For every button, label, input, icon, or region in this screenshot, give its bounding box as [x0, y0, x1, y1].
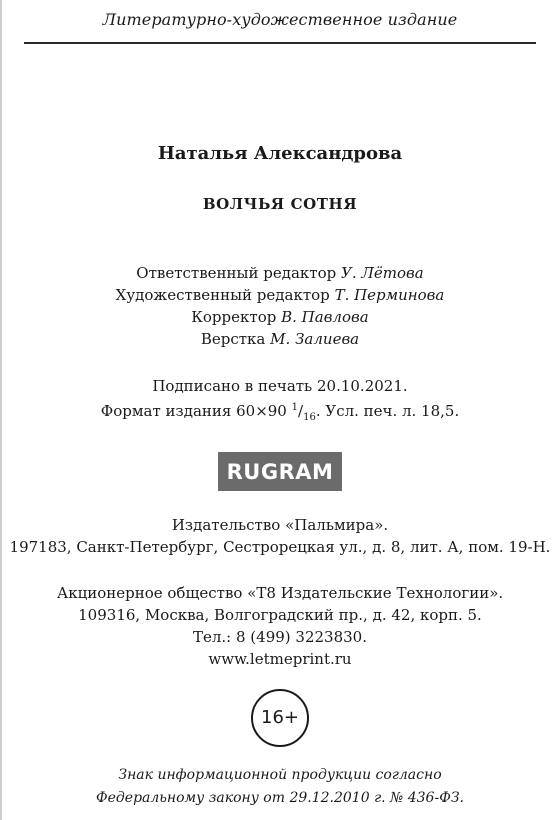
format-denominator: 16 — [303, 412, 316, 423]
publisher-logo: RUGRAM — [218, 452, 343, 491]
age-rating-container — [2, 689, 556, 747]
credit-role: Верстка — [200, 330, 266, 348]
credit-line — [2, 328, 556, 350]
credit-line — [2, 262, 556, 284]
publisher-name: Издательство «Пальмира». — [171, 516, 389, 534]
credit-person: М. Залиева — [270, 330, 360, 348]
series-label: Литературно-художественное издание — [102, 10, 458, 29]
publisher-block — [2, 514, 556, 558]
credit-role: Художественный редактор — [115, 286, 330, 304]
printer-name: Акционерное общество «Т8 Издательские Технологии». — [56, 584, 504, 602]
publisher-address: 197183, Санкт-Петербург, Сестрорецкая ул., д. 8, лит. А, пом. 19-Н. — [9, 538, 551, 556]
format-line: Формат издания 60×90 $^1/_{16}$. Усл. печ. л. 18,5. — [100, 402, 460, 423]
credit-person: В. Павлова — [281, 308, 369, 326]
printer-block — [2, 582, 556, 670]
credit-person: У. Лётова — [340, 264, 424, 282]
format-prefix: Формат издания 60×90 — [100, 402, 287, 420]
printer-phone: Тел.: 8 (499) 3223830. — [193, 628, 367, 646]
book-title: ВОЛЧЬЯ СОТНЯ — [202, 195, 358, 213]
age-rating-badge: 16+ — [251, 689, 309, 747]
signing-block — [2, 375, 556, 429]
credit-role: Корректор — [191, 308, 277, 326]
credits-block — [2, 262, 556, 350]
credit-role: Ответственный редактор — [136, 264, 337, 282]
legal-notice-line: Знак информационной продукции согласно — [118, 767, 442, 783]
format-suffix: . Усл. печ. л. 18,5. — [315, 402, 460, 420]
printer-website: www.letmeprint.ru — [208, 650, 352, 668]
printer-address: 109316, Москва, Волгоградский пр., д. 42, корп. 5. — [78, 606, 482, 624]
credit-person: Т. Перминова — [334, 286, 445, 304]
logo-container — [2, 452, 556, 491]
header-rule — [24, 42, 536, 44]
legal-notice — [2, 764, 556, 810]
credit-line — [2, 284, 556, 306]
credit-line — [2, 306, 556, 328]
format-numerator: 1 — [291, 402, 299, 413]
legal-notice-line: Федеральному закону от 29.12.2010 г. № 436-ФЗ. — [96, 790, 464, 806]
author-name: Наталья Александрова — [157, 143, 403, 164]
signed-date: Подписано в печать 20.10.2021. — [152, 377, 408, 395]
